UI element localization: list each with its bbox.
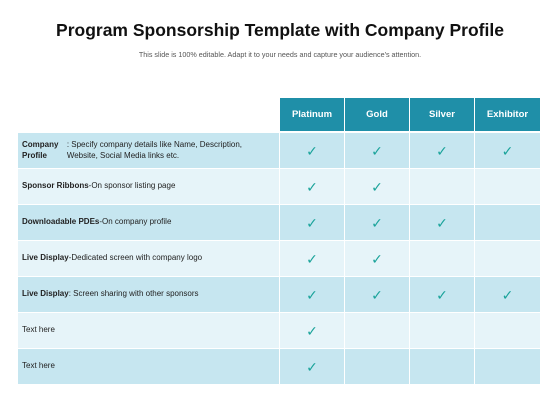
- tier-cell: [280, 133, 345, 169]
- tier-cell: [475, 349, 541, 385]
- checkmark-icon: ✓: [306, 286, 318, 303]
- tier-cell: [475, 133, 541, 169]
- row-label: [18, 313, 280, 349]
- page-title: Program Sponsorship Template with Company Profile: [56, 20, 504, 40]
- sponsorship-table: [18, 98, 541, 385]
- checkmark-icon: ✓: [436, 142, 448, 159]
- tier-cell: [280, 169, 345, 205]
- row-label: [18, 133, 280, 169]
- tier-cell: [475, 313, 541, 349]
- tier-cell: [280, 277, 345, 313]
- row-label-text: Text here: [22, 325, 55, 335]
- tier-cell: [410, 241, 475, 277]
- tier-cell: [280, 313, 345, 349]
- column-header-exhibitor: Exhibitor: [475, 98, 541, 133]
- row-label: [18, 169, 280, 205]
- checkmark-icon: ✓: [436, 286, 448, 303]
- checkmark-icon: ✓: [501, 286, 514, 303]
- tier-cell: [475, 241, 541, 277]
- row-label-text: : Screen sharing with other sponsors: [68, 289, 199, 299]
- checkmark-icon: ✓: [306, 250, 318, 267]
- tier-cell: [345, 205, 410, 241]
- tier-cell: [280, 205, 345, 241]
- row-label-text: -Dedicated screen with company logo: [68, 253, 203, 263]
- tier-cell: [475, 277, 541, 313]
- checkmark-icon: ✓: [306, 178, 318, 195]
- column-header-silver: Silver: [410, 98, 475, 133]
- page-subtitle: This slide is 100% editable. Adapt it to your needs and capture your audience's attention.: [138, 50, 422, 59]
- column-header-platinum: Platinum: [280, 98, 345, 133]
- tier-cell: [410, 133, 475, 169]
- row-label-bold: Live Display: [22, 253, 69, 263]
- tier-cell: [345, 313, 410, 349]
- tier-cell: [475, 169, 541, 205]
- checkmark-icon: ✓: [371, 178, 383, 195]
- checkmark-icon: ✓: [306, 214, 318, 231]
- checkmark-icon: ✓: [371, 286, 383, 303]
- row-label-bold: Live Display: [22, 289, 69, 299]
- checkmark-icon: ✓: [306, 322, 318, 339]
- tier-cell: [410, 313, 475, 349]
- checkmark-icon: ✓: [371, 214, 383, 231]
- tier-cell: [345, 277, 410, 313]
- row-label-bold: Company Profile: [22, 139, 59, 160]
- checkmark-icon: ✓: [371, 142, 383, 159]
- tier-cell: [345, 133, 410, 169]
- row-label-text: -On company profile: [99, 217, 172, 227]
- checkmark-icon: ✓: [501, 142, 514, 159]
- tier-cell: [345, 349, 410, 385]
- checkmark-icon: ✓: [371, 250, 383, 267]
- tier-cell: [345, 169, 410, 205]
- row-label: [18, 277, 280, 313]
- checkmark-icon: ✓: [436, 214, 448, 231]
- checkmark-icon: ✓: [306, 358, 318, 375]
- row-label-text: -On sponsor listing page: [88, 181, 176, 191]
- tier-cell: [410, 349, 475, 385]
- column-header-gold: Gold: [345, 98, 410, 133]
- row-label: [18, 241, 280, 277]
- table-corner-cell: [18, 98, 280, 133]
- tier-cell: [410, 205, 475, 241]
- row-label-text: : Specify company details like Name, Description, Website, Social Media links etc.: [66, 139, 242, 160]
- row-label: [18, 349, 280, 385]
- tier-cell: [345, 241, 410, 277]
- row-label-bold: Sponsor Ribbons: [22, 181, 89, 191]
- tier-cell: [410, 277, 475, 313]
- row-label-bold: Downloadable PDEs: [22, 217, 100, 227]
- tier-cell: [280, 349, 345, 385]
- tier-cell: [410, 169, 475, 205]
- row-label: [18, 205, 280, 241]
- tier-cell: [475, 205, 541, 241]
- tier-cell: [280, 241, 345, 277]
- row-label-text: Text here: [22, 361, 55, 371]
- checkmark-icon: ✓: [306, 142, 318, 159]
